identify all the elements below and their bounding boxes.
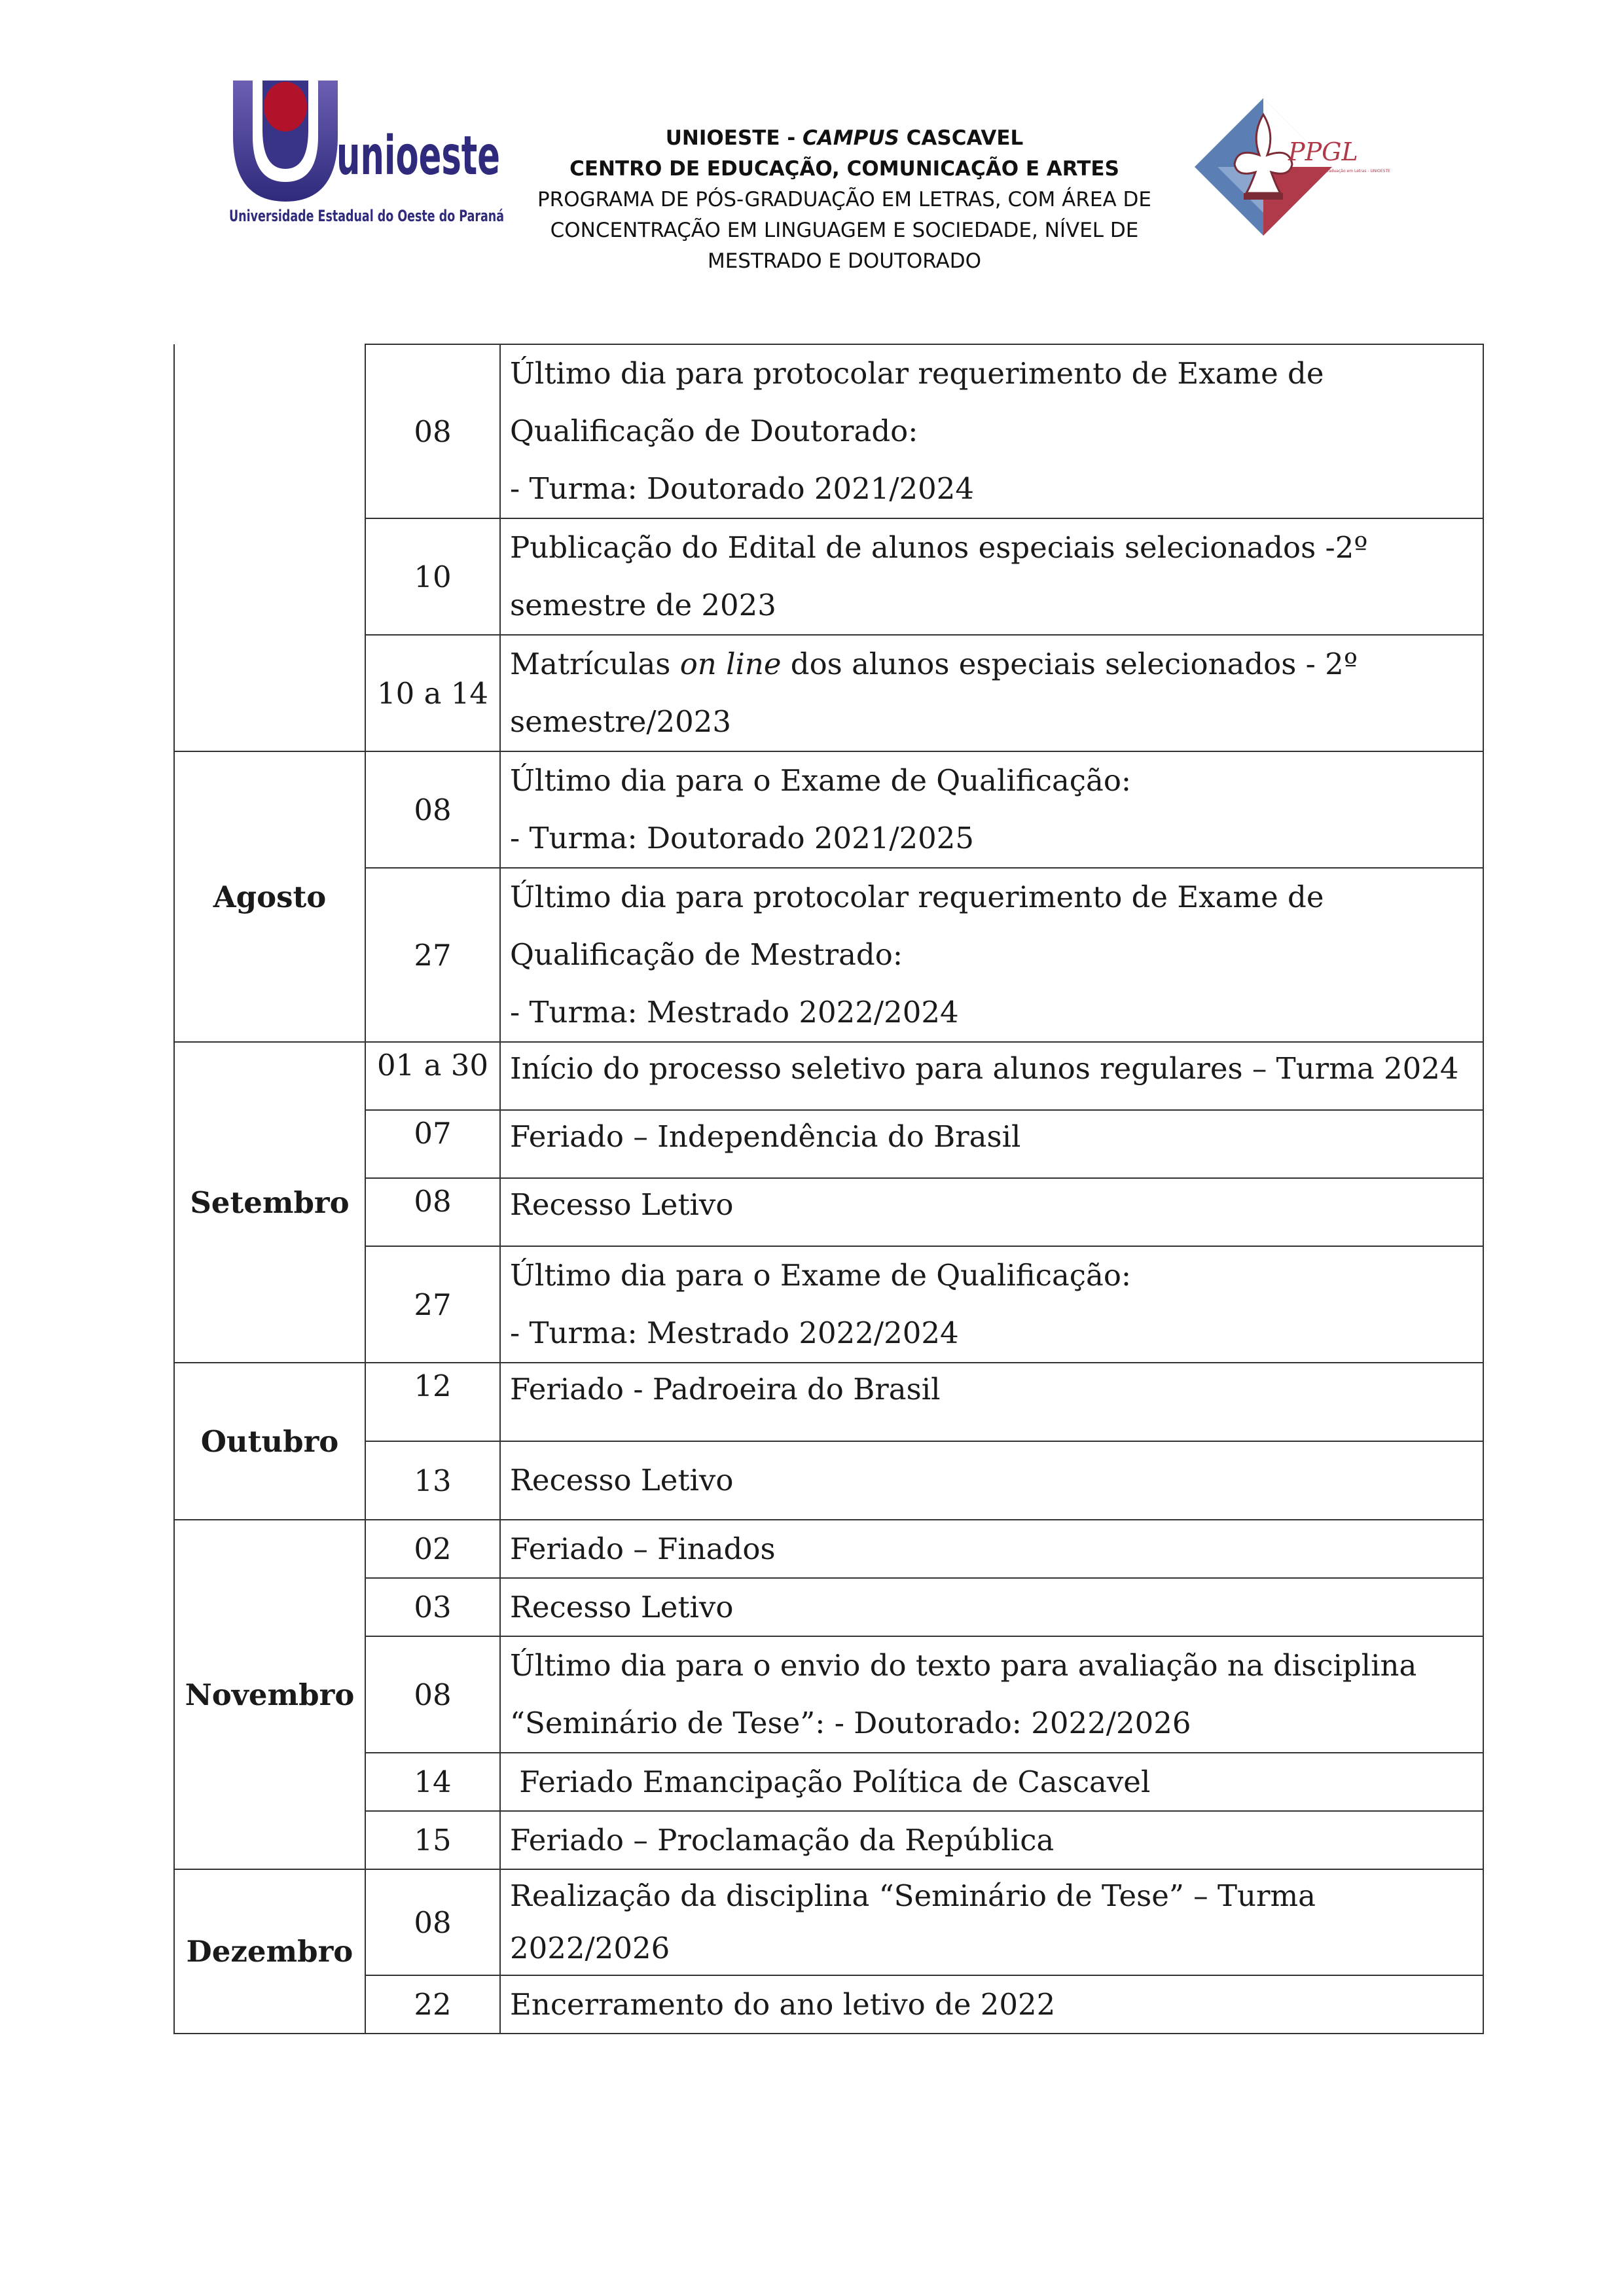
event-description: Encerramento do ano letivo de 2022 bbox=[500, 1975, 1483, 2034]
institution-block bbox=[497, 123, 1191, 277]
day-cell: 01 a 30 bbox=[365, 1042, 500, 1110]
month-cell-outubro: Outubro bbox=[174, 1363, 365, 1520]
event-description: Feriado Emancipação Política de Cascavel bbox=[500, 1753, 1483, 1811]
day-cell: 27 bbox=[365, 1246, 500, 1363]
table-row bbox=[174, 1042, 1483, 1110]
event-description: Recesso Letivo bbox=[500, 1178, 1483, 1246]
svg-text:Programa de Pós-Graduação em L: Programa de Pós-Graduação em Letras - UNIOESTE bbox=[1290, 169, 1390, 173]
table-row bbox=[174, 868, 1483, 1042]
institution-line-5: MESTRADO E DOUTORADO bbox=[707, 249, 982, 273]
month-cell-dezembro: Dezembro bbox=[174, 1869, 365, 2034]
table-row bbox=[174, 344, 1483, 518]
table-row bbox=[174, 518, 1483, 635]
month-cell-novembro: Novembro bbox=[174, 1520, 365, 1869]
month-cell-agosto: Agosto bbox=[174, 751, 365, 1042]
event-description: Feriado - Padroeira do Brasil bbox=[500, 1363, 1483, 1441]
event-description: Recesso Letivo bbox=[500, 1441, 1483, 1520]
table-row bbox=[174, 1178, 1483, 1246]
ppgl-logo bbox=[1191, 95, 1390, 245]
event-description: Último dia para o Exame de Qualificação: - Turma: Mestrado 2022/2024 bbox=[500, 1246, 1483, 1363]
table-row bbox=[174, 1520, 1483, 1578]
event-description: Publicação do Edital de alunos especiais selecionados -2º semestre de 2023 bbox=[500, 518, 1483, 635]
day-cell: 10 a 14 bbox=[365, 635, 500, 751]
day-cell: 02 bbox=[365, 1520, 500, 1578]
table-row bbox=[174, 1975, 1483, 2034]
table-row bbox=[174, 751, 1483, 868]
day-cell: 03 bbox=[365, 1578, 500, 1636]
day-cell: 08 bbox=[365, 1636, 500, 1753]
day-cell: 08 bbox=[365, 1178, 500, 1246]
table-row bbox=[174, 1110, 1483, 1178]
day-cell: 22 bbox=[365, 1975, 500, 2034]
table-row bbox=[174, 1753, 1483, 1811]
table-row bbox=[174, 1811, 1483, 1869]
event-description: Feriado – Proclamação da República bbox=[500, 1811, 1483, 1869]
institution-line-3: PROGRAMA DE PÓS-GRADUAÇÃO EM LETRAS, COM ÁREA DE bbox=[537, 188, 1151, 211]
month-cell-continued bbox=[174, 344, 365, 751]
day-cell: 15 bbox=[365, 1811, 500, 1869]
day-cell: 27 bbox=[365, 868, 500, 1042]
unioeste-logo bbox=[226, 77, 508, 228]
day-cell: 13 bbox=[365, 1441, 500, 1520]
calendar-table bbox=[173, 344, 1484, 2034]
table-row bbox=[174, 1578, 1483, 1636]
table-row bbox=[174, 1246, 1483, 1363]
institution-line-2: CENTRO DE EDUCAÇÃO, COMUNICAÇÃO E ARTES bbox=[569, 157, 1119, 181]
month-cell-setembro: Setembro bbox=[174, 1042, 365, 1363]
event-description: Último dia para protocolar requerimento de Exame de Qualificação de Mestrado: - Turma: Mestrado 2022/2024 bbox=[500, 868, 1483, 1042]
event-description: Início do processo seletivo para alunos regulares – Turma 2024 bbox=[500, 1042, 1483, 1110]
table-row bbox=[174, 635, 1483, 751]
table-row bbox=[174, 1636, 1483, 1753]
svg-text:PPGL: PPGL bbox=[1288, 137, 1358, 166]
institution-line-1: UNIOESTE - CAMPUS CASCAVEL bbox=[665, 126, 1024, 150]
day-cell: 07 bbox=[365, 1110, 500, 1178]
event-description: Último dia para o envio do texto para avaliação na disciplina “Seminário de Tese”: - Doutorado: 2022/2026 bbox=[500, 1636, 1483, 1753]
table-row bbox=[174, 1363, 1483, 1441]
event-description: Feriado – Finados bbox=[500, 1520, 1483, 1578]
svg-text:Universidade Estadual do Oeste: Universidade Estadual do Oeste do Paraná bbox=[229, 207, 504, 225]
day-cell: 14 bbox=[365, 1753, 500, 1811]
day-cell: 08 bbox=[365, 751, 500, 868]
table-row bbox=[174, 1441, 1483, 1520]
event-description: Feriado – Independência do Brasil bbox=[500, 1110, 1483, 1178]
event-description: Último dia para protocolar requerimento de Exame de Qualificação de Doutorado: - Turma: Doutorado 2021/2024 bbox=[500, 344, 1483, 518]
table-row bbox=[174, 1869, 1483, 1975]
svg-text:unioeste: unioeste bbox=[336, 125, 500, 187]
page-header bbox=[0, 0, 1624, 308]
day-cell: 08 bbox=[365, 1869, 500, 1975]
day-cell: 12 bbox=[365, 1363, 500, 1441]
day-cell: 10 bbox=[365, 518, 500, 635]
event-description: Último dia para o Exame de Qualificação: - Turma: Doutorado 2021/2025 bbox=[500, 751, 1483, 868]
event-description: Recesso Letivo bbox=[500, 1578, 1483, 1636]
event-description: Matrículas on line dos alunos especiais selecionados - 2º semestre/2023 bbox=[500, 635, 1483, 751]
institution-line-4: CONCENTRAÇÃO EM LINGUAGEM E SOCIEDADE, NÍVEL DE bbox=[550, 219, 1139, 242]
day-cell: 08 bbox=[365, 344, 500, 518]
event-description: Realização da disciplina “Seminário de Tese” – Turma 2022/2026 bbox=[500, 1869, 1483, 1975]
